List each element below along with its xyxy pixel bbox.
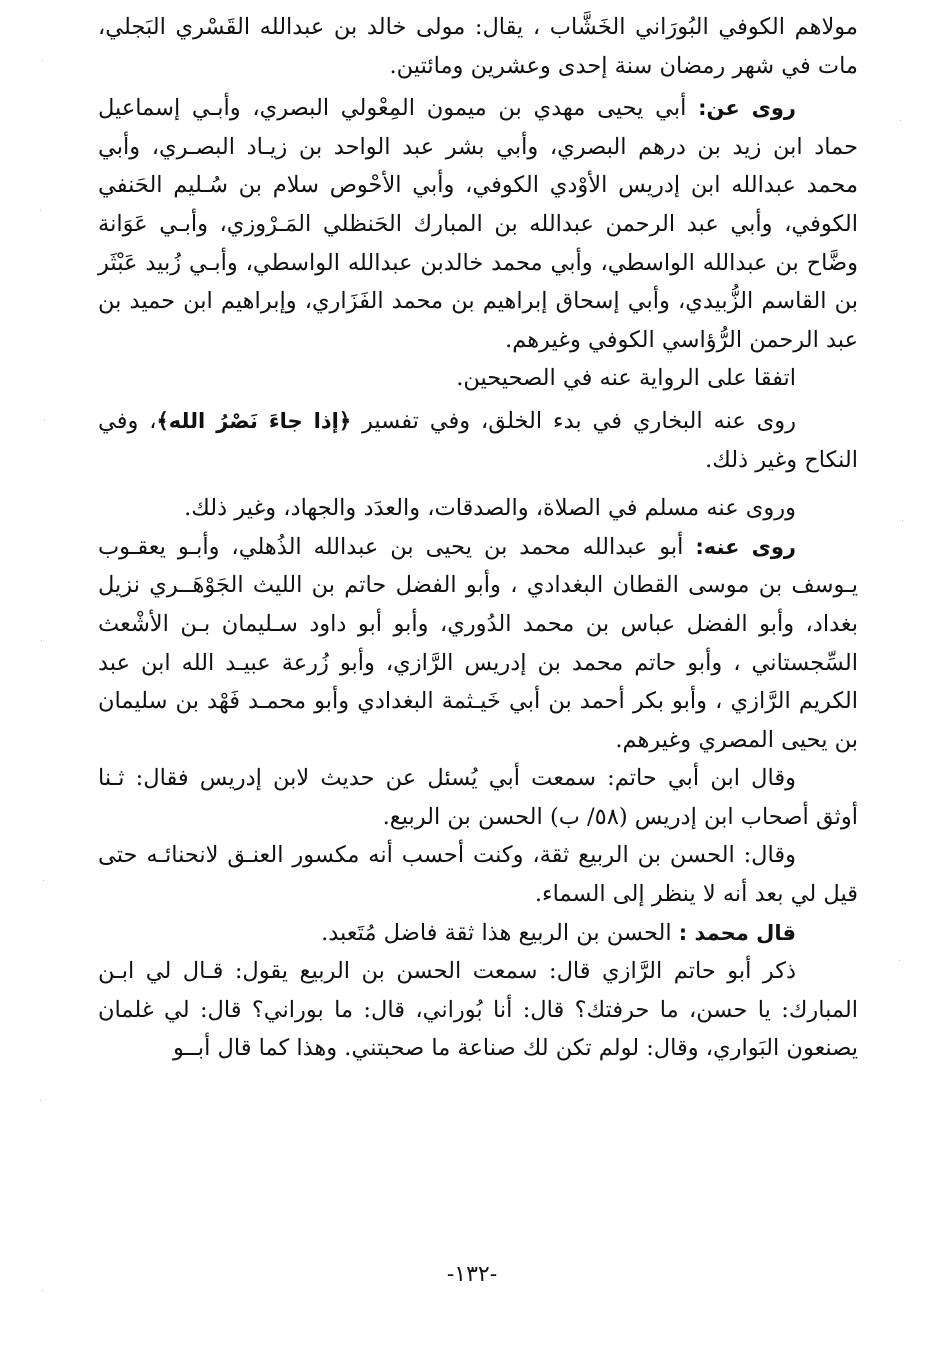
paragraph-agreement: [98, 359, 858, 398]
page-number: -١٣٢-: [446, 1262, 498, 1287]
paragraph-text: ، وفي النكاح وغير ذلك.: [98, 407, 858, 473]
quran-quote: ﴿إذا جاءَ نَصْرُ الله﴾: [156, 408, 352, 433]
paragraph-text: الحسن بن الربيع هذا ثقة فاضل مُتَعبد.: [321, 919, 672, 946]
paragraph-abu-hatim: [98, 952, 858, 1068]
paragraph-text: أبي يحيى مهدي بن ميمون المِعْولي البصري، وأبـي إسماعيل حماد ابن زيد بن درهم البصري، وأبي بشر عبد الواحد بن زيـاد البصـري، وأبي محمد عبدالله ابن إدريس الأوْدي الكوفي، وأبي الأحْوص سلام بن سُـليم الحَنفي الكوفي، وأبي عبد الرحمن عبدالله بن المبارك الحَنظلي المَـرْوزي، وأبـي عَوَانة وضَّاح بن عبدالله الواسطي، وأبي محمد خالدبن عبدالله الواسطي، وأبـي زُبيد عَبْثَر بن القاسم الزُّبيدي، وأبي إسحاق إبراهيم بن محمد الفَزَاري، وإبراهيم ابن حميد بن عبد الرحمن الرُّؤاسي الكوفي وغيرهم.: [98, 95, 859, 353]
paragraph-text: وقال: الحسن بن الربيع ثقة، وكنت أحسب أنه مكسور العنـق لانحنائـه حتى قيل لي بعد أنه لا ينظر إلى السماء.: [98, 842, 858, 908]
section-label-narrated-by: روى عنه:: [695, 534, 796, 559]
paragraph-muslim: [98, 489, 858, 528]
paragraph-text: ذكر أبو حاتم الرَّازي قال: سمعت الحسن بن الربيع يقول: قـال لي ابـن المبارك: يا حسن، ما حرفتك؟ قال: أنا بُوراني، قال: ما بوراني؟ قال: لي غلمان يصنعون البَواري، وقال: لولم تكن لك صناعة ما صحبتني. وهذا كما قال أبــو: [98, 958, 858, 1062]
section-label-narrated-from: روى عن:: [698, 96, 796, 121]
paragraph-narrated-from: [98, 89, 858, 359]
paragraph-thiqa: [98, 836, 858, 913]
paragraph-bukhari: [98, 402, 858, 479]
paragraph-text: اتفقا على الرواية عنه في الصحيحين.: [456, 365, 796, 392]
paragraph-ibn-abi-hatim: [98, 759, 858, 836]
paragraph-narrated-by: [98, 528, 858, 760]
section-label-muhammad-said: قال محمد :: [678, 920, 796, 945]
paragraph-text: وروى عنه مسلم في الصلاة، والصدقات، والعدَد والجهاد، وغير ذلك.: [184, 495, 796, 522]
body-text: [98, 8, 858, 1068]
paragraph-text: مولاهم الكوفي البُورَاني الخَشَّاب ، يقال: مولى خالد بن عبدالله القَسْري البَجلي، مات في شهر رمضان سنة إحدى وعشرين ومائتين.: [98, 14, 858, 79]
paragraph-text: روى عنه البخاري في بدء الخلق، وفي تفسير: [362, 407, 796, 434]
paragraph-biography: [98, 8, 858, 85]
paragraph-text: وقال ابن أبي حاتم: سمعت أبي يُسئل عن حديث لابن إدريس فقال: ثـنا أوثق أصحاب ابن إدريس (٥٨/ ب) الحسن بن الربيع.: [98, 765, 858, 830]
paragraph-muhammad-said: [98, 914, 858, 953]
paragraph-text: أبو عبدالله محمد بن يحيى بن عبدالله الذُهلي، وأبـو يعقـوب يـوسف بن موسى القطان البغدادي ، وأبو الفضل حاتم بن الليث الجَوْهَــري نزيل بغداد، وأبو الفضل عباس بن محمد الدُوري، وأبو أبو داود سـليمان بـن الأشْعث السِّجستاني ، وأبو حاتم محمد بن إدريس الرَّازي، وأبو زُرعة عبيـد الله ابن عبد الكريم الرَّازي ، وأبو بكر أحمد بن أبي خَيـثمة البغدادي وأبو محمـد فَهْد بن سليمان بن يحيى المصري وغيرهم.: [98, 533, 858, 753]
